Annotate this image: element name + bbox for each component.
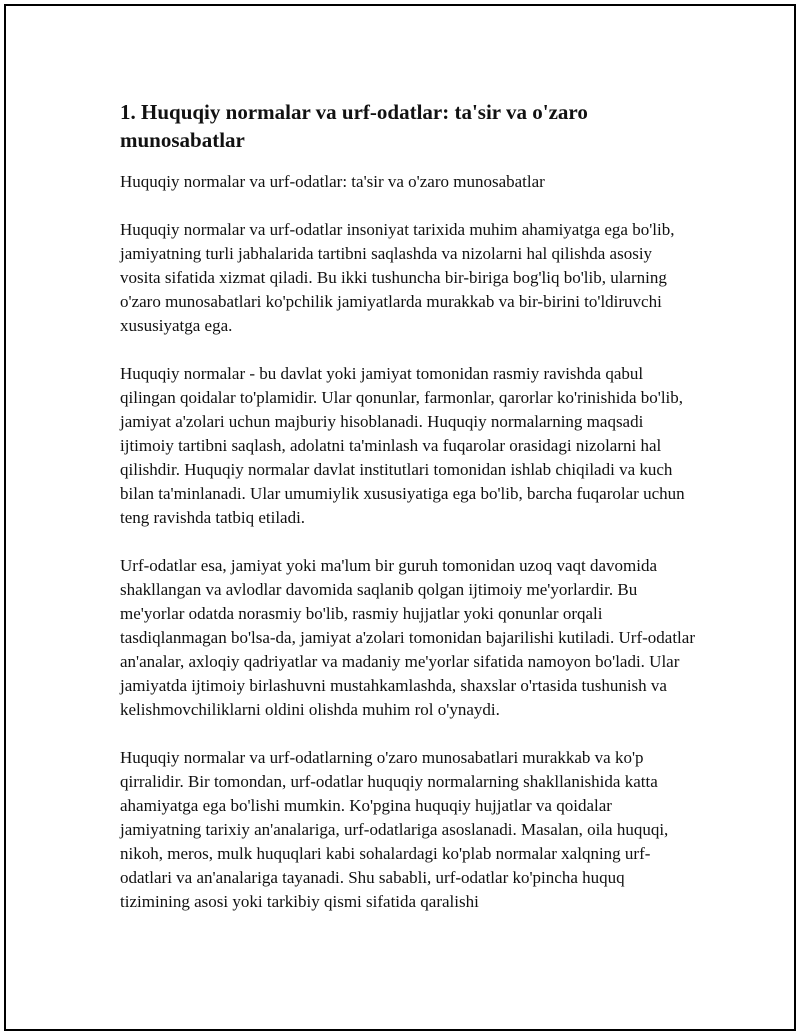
document-body [120,98,695,914]
paragraph-2: Huquqiy normalar - bu davlat yoki jamiyat tomonidan rasmiy ravishda qabul qilingan qoidalar to'plamidir. Ular qonunlar, farmonlar, qarorlar ko'rinishida bo'lib, jamiyat a'zolari uchun majburiy hisoblanadi. Huquqiy normalarning maqsadi ijtimoiy tartibni saqlash, adolatni ta'minlash va fuqarolar orasidagi nizolarni hal qilishdir. Huquqiy normalar davlat institutlari tomonidan ishlab chiqiladi va kuch bilan ta'minlanadi. Ular umumiylik xususiyatiga ega bo'lib, barcha fuqarolar uchun teng ravishda tatbiq etiladi. [120,364,685,527]
page-frame [4,4,796,1031]
paragraph-3: Urf-odatlar esa, jamiyat yoki ma'lum bir guruh tomonidan uzoq vaqt davomida shakllangan va avlodlar davomida saqlanib qolgan ijtimoiy me'yorlardir. Bu me'yorlar odatda norasmiy bo'lib, rasmiy hujjatlar yoki qonunlar orqali tasdiqlanmagan bo'lsa-da, jamiyat a'zolari tomonidan bajarilishi kutiladi. Urf-odatlar an'analar, axloqiy qadriyatlar va madaniy me'yorlar sifatida namoyon bo'ladi. Ular jamiyatda ijtimoiy birlashuvni mustahkamlashda, shaxslar o'rtasida tushunish va kelishmovchiliklarni oldini olishda muhim rol o'ynaydi. [120,556,695,719]
paragraph-1: Huquqiy normalar va urf-odatlar insoniyat tarixida muhim ahamiyatga ega bo'lib, jamiyatning turli jabhalarida tartibni saqlashda va nizolarni hal qilishda asosiy vosita sifatida xizmat qiladi. Bu ikki tushuncha bir-biriga bog'liq bo'lib, ularning o'zaro munosabatlari ko'pchilik jamiyatlarda murakkab va bir-birini to'ldiruvchi xususiyatga ega. [120,220,675,335]
section-heading: 1. Huquqiy normalar va urf-odatlar: ta'sir va o'zaro munosabatlar [120,100,588,152]
paragraph-4: Huquqiy normalar va urf-odatlarning o'zaro munosabatlari murakkab va ko'p qirralidir. Bir tomondan, urf-odatlar huquqiy normalarning shakllanishida katta ahamiyatga ega bo'lishi mumkin. Ko'pgina huquqiy hujjatlar va qoidalar jamiyatning tarixiy an'analariga, urf-odatlariga asoslanadi. Masalan, oila huquqi, nikoh, meros, mulk huquqlari kabi sohalardagi ko'plab normalar xalqning urf-odatlari va an'analariga tayanadi. Shu sababli, urf-odatlar ko'pincha huquq tizimining asosi yoki tarkibiy qismi sifatida qaralishi [120,748,669,911]
section-subtitle: Huquqiy normalar va urf-odatlar: ta'sir va o'zaro munosabatlar [120,172,545,191]
